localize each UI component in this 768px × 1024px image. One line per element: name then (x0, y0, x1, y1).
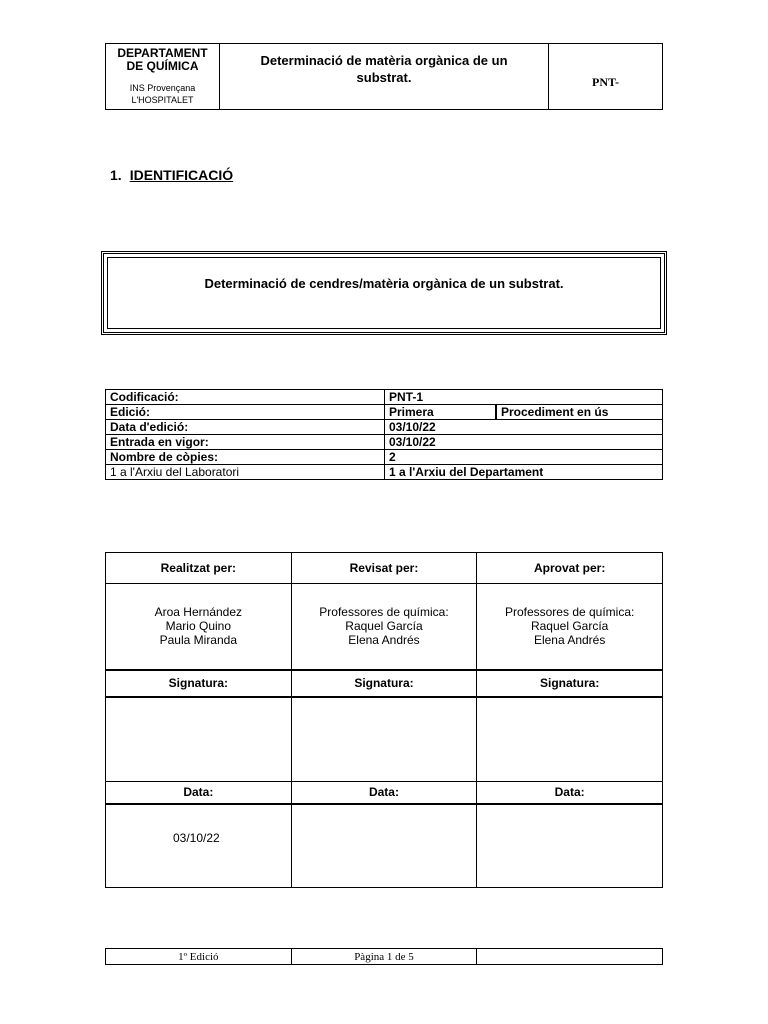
signature-label: Signatura: (106, 670, 292, 697)
info-value: PNT-1 (385, 390, 663, 405)
school-line2: L'HOSPITALET (131, 95, 194, 105)
table-row (106, 420, 663, 435)
info-value: 2 (385, 450, 663, 465)
school-line1: INS Provençana (129, 83, 196, 93)
date-value: 03/10/22 (106, 804, 292, 888)
info-label: Nombre de còpies: (106, 450, 385, 465)
person-name: Raquel García (530, 619, 609, 634)
person-name: Elena Andrés (348, 633, 420, 648)
signature-box (291, 697, 477, 782)
date-value (477, 804, 663, 888)
table-row (106, 390, 663, 405)
header-table (105, 43, 663, 110)
table-row (106, 450, 663, 465)
table-row (106, 782, 663, 804)
footer-page: Pàgina 1 de 5 (291, 949, 477, 965)
signature-box (477, 697, 663, 782)
info-label: Data d'edició: (106, 420, 385, 435)
footer-extra (477, 949, 663, 965)
names-approved-by (477, 584, 663, 670)
signature-label: Signatura: (477, 670, 663, 697)
info-label: Codificació: (106, 390, 385, 405)
info-extra: Procediment en ús (496, 405, 663, 420)
person-name: Raquel García (345, 619, 423, 634)
date-label: Data: (291, 782, 477, 804)
department-line1: DEPARTAMENT (117, 46, 208, 60)
header-code: PNT- (549, 44, 663, 110)
table-row (106, 804, 663, 888)
names-reviewed-by (291, 584, 477, 670)
table-row (106, 949, 663, 965)
footer-table (105, 948, 663, 965)
header-approved-by: Aprovat per: (477, 553, 663, 584)
table-row (106, 405, 663, 420)
signature-box (106, 697, 292, 782)
info-value: 1 a l'Arxiu del Departament (385, 465, 663, 480)
info-value: 03/10/22 (385, 420, 663, 435)
date-label: Data: (477, 782, 663, 804)
table-row (106, 435, 663, 450)
section-heading (110, 167, 233, 183)
section-title: IDENTIFICACIÓ (129, 167, 234, 183)
info-value: Primera (385, 405, 497, 420)
header-made-by: Realitzat per: (106, 553, 292, 584)
document-title-box (101, 251, 667, 335)
footer-edition: 1º Edició (106, 949, 292, 965)
info-table (105, 389, 663, 480)
person-name: Mario Quino (165, 619, 232, 634)
header-title-cell (220, 44, 549, 110)
header-title-line1: Determinació de matèria orgànica de un (260, 53, 508, 68)
info-value: 03/10/22 (385, 435, 663, 450)
info-label: 1 a l'Arxiu del Laboratori (106, 465, 385, 480)
table-row (106, 697, 663, 782)
signature-label: Signatura: (291, 670, 477, 697)
department-line2: DE QUÍMICA (126, 59, 199, 73)
person-name: Professores de química: (319, 605, 449, 620)
table-row (106, 584, 663, 670)
info-label: Edició: (106, 405, 385, 420)
person-name: Paula Miranda (159, 633, 238, 648)
department-cell (106, 44, 220, 110)
header-title-line2: substrat. (356, 70, 412, 85)
table-row (106, 465, 663, 480)
document-title: Determinació de cendres/matèria orgànica de un substrat. (204, 276, 564, 291)
date-value (291, 804, 477, 888)
signatures-table (105, 552, 663, 888)
person-name: Professores de química: (504, 605, 635, 620)
table-row (106, 670, 663, 697)
date-label: Data: (106, 782, 292, 804)
header-reviewed-by: Revisat per: (291, 553, 477, 584)
info-label: Entrada en vigor: (106, 435, 385, 450)
table-row (106, 553, 663, 584)
section-number: 1. (110, 167, 122, 183)
person-name: Elena Andrés (533, 633, 606, 648)
person-name: Aroa Hernández (154, 605, 243, 620)
names-made-by (106, 584, 292, 670)
